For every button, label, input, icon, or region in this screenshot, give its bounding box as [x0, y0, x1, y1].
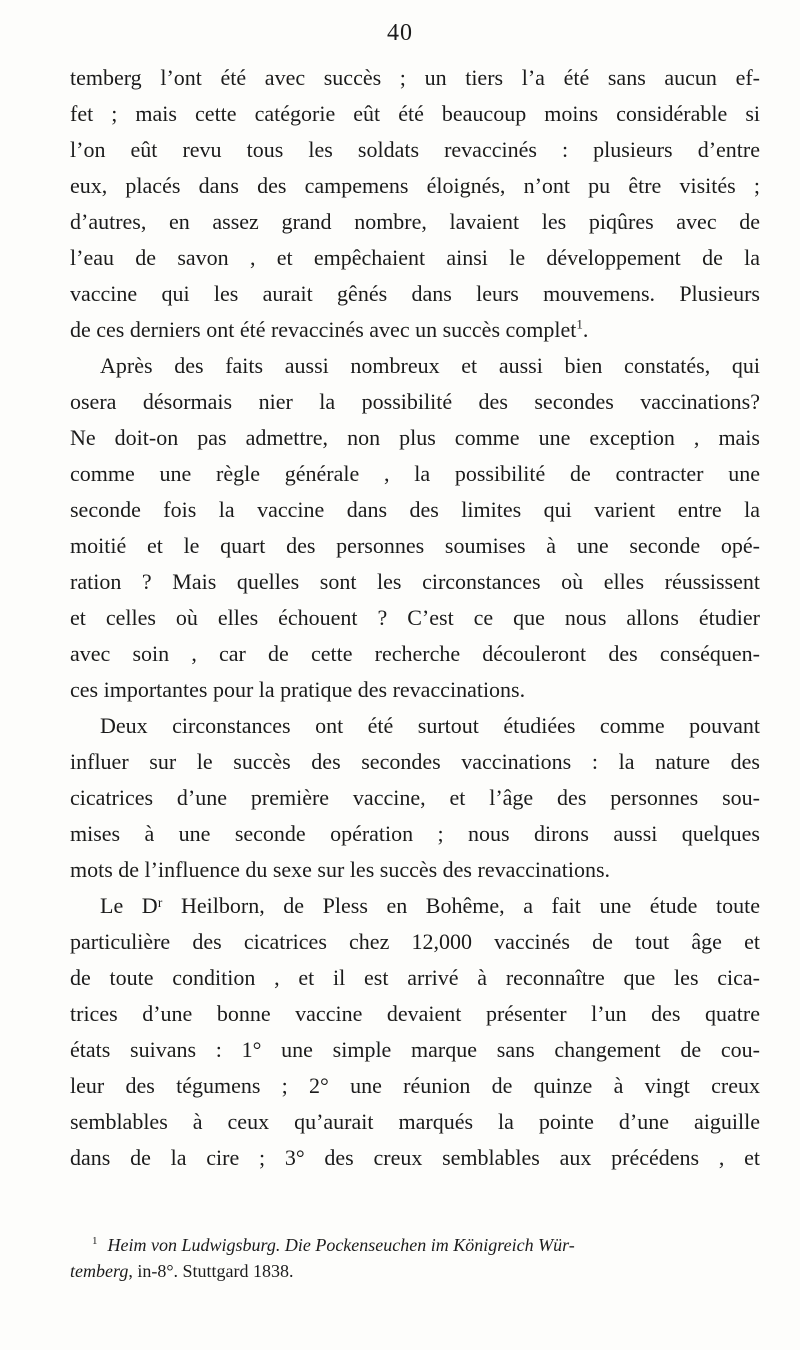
footnote-mark: 1	[92, 1235, 98, 1247]
text-line: Après des faits aussi nombreux et aussi bien constatés, qui	[100, 353, 760, 378]
paragraph-3	[70, 708, 760, 888]
text-line: seconde fois la vaccine dans des limites qui varient entre la	[70, 497, 760, 522]
text-line: semblables à ceux qu’aurait marqués la pointe d’une aiguille	[70, 1109, 760, 1134]
text-line-last: de ces derniers ont été revaccinés avec un succès complet$^1$.	[70, 316, 589, 342]
text-line: eux, placés dans des campemens éloignés, n’ont pu être visités ;	[70, 173, 760, 198]
text-line-last: mots de l’influence du sexe sur les succès des revaccinations.	[70, 857, 611, 882]
page-number: 40	[387, 20, 413, 46]
text-line: cicatrices d’une première vaccine, et l’âge des personnes sou-	[70, 785, 760, 810]
footnote-reference: 1	[576, 316, 583, 332]
text-line: influer sur le succès des secondes vaccinations : la nature des	[70, 749, 760, 774]
footnote-title: Heim von Ludwigsburg. Die Pockenseuchen im Königreich Wür-	[107, 1235, 575, 1255]
footnote	[70, 1228, 760, 1284]
text-line: avec soin , car de cette recherche découleront des conséquen-	[70, 641, 760, 666]
text-line: particulière des cicatrices chez 12,000 vaccinés de tout âge et	[70, 929, 760, 954]
text-line: temberg l’ont été avec succès ; un tiers l’a été sans aucun ef-	[70, 65, 760, 90]
text-line: fet ; mais cette catégorie eût été beaucoup moins considérable si	[70, 101, 760, 126]
footnote-citation: , in-8°. Stuttgard 1838.	[128, 1261, 294, 1281]
text-line: ration ? Mais quelles sont les circonstances où elles réussissent	[70, 569, 760, 594]
text-line: trices d’une bonne vaccine devaient présenter l’un des quatre	[70, 1001, 760, 1026]
body-text	[70, 60, 760, 1176]
text-line: Deux circonstances ont été surtout étudiées comme pouvant	[100, 713, 760, 738]
paragraph-4	[70, 888, 760, 1176]
text-line: de toute condition , et il est arrivé à reconnaître que les cica-	[70, 965, 760, 990]
text-line: et celles où elles échouent ? C’est ce que nous allons étudier	[70, 605, 760, 630]
text-line: états suivans : 1° une simple marque sans changement de cou-	[70, 1037, 760, 1062]
footnote-line	[70, 1258, 760, 1284]
text-line: dans de la cire ; 3° des creux semblables aux précédens , et	[70, 1145, 760, 1170]
text-line: osera désormais nier la possibilité des secondes vaccinations?	[70, 389, 760, 414]
paragraph-2	[70, 348, 760, 708]
text-line-last: ces importantes pour la pratique des revaccinations.	[70, 677, 526, 702]
text-line: mises à une seconde opération ; nous dirons aussi quelques	[70, 821, 760, 846]
line-text: de ces derniers ont été revaccinés avec un succès complet	[70, 317, 577, 342]
text-line: l’on eût revu tous les soldats revaccinés : plusieurs d’entre	[70, 137, 760, 162]
text-line: l’eau de savon , et empêchaient ainsi le développement de la	[70, 245, 760, 270]
paragraph-1	[70, 60, 760, 348]
text-line: Ne doit-on pas admettre, non plus comme une exception , mais	[70, 425, 760, 450]
text-line: d’autres, en assez grand nombre, lavaient les piqûres avec de	[70, 209, 760, 234]
text-line: Le Dʳ Heilborn, de Pless en Bohême, a fait une étude toute	[100, 893, 760, 918]
text-line: leur des tégumens ; 2° une réunion de quinze à vingt creux	[70, 1073, 760, 1098]
footnote-title-continued: temberg	[70, 1261, 129, 1281]
text-line: vaccine qui les aurait gênés dans leurs mouvemens. Plusieurs	[70, 281, 760, 306]
footnote-line	[70, 1228, 760, 1258]
text-line: moitié et le quart des personnes soumises à une seconde opé-	[70, 533, 760, 558]
text-line: comme une règle générale , la possibilité de contracter une	[70, 461, 760, 486]
